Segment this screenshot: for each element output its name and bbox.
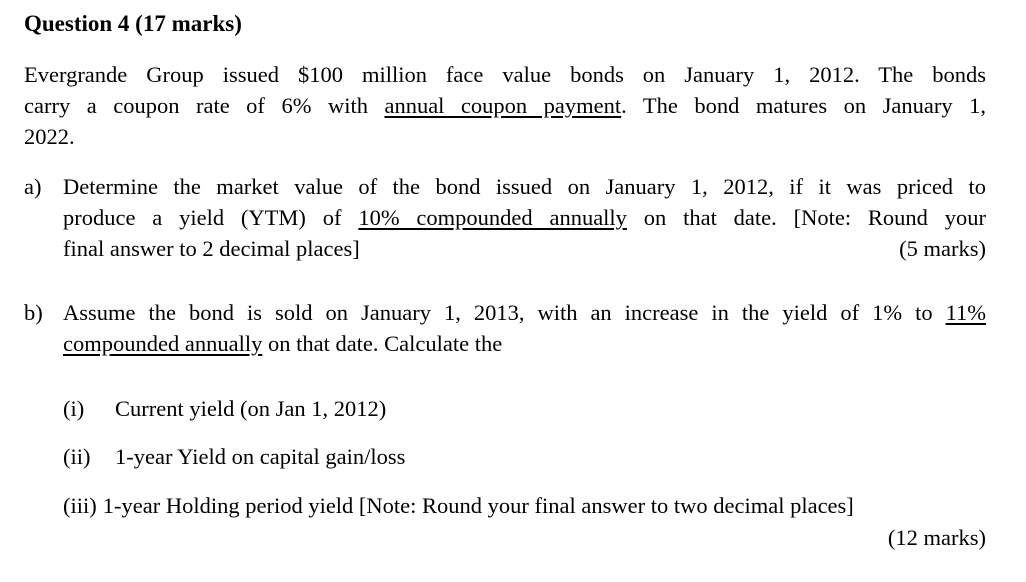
intro-line-3: 2022. — [24, 124, 75, 149]
subpart-number: (iii) — [63, 493, 97, 518]
part-b-text — [63, 297, 986, 359]
intro-line-2 — [24, 90, 986, 121]
subpart-i — [63, 393, 386, 424]
part-a-line-2-start: produce a yield (YTM) of — [63, 205, 359, 230]
intro-line-2-start: carry a coupon rate of 6% with — [24, 93, 385, 118]
part-b-line-1 — [63, 297, 986, 328]
subpart-ii — [63, 441, 405, 472]
intro-line-2-end: . The bond matures on January 1, — [621, 93, 986, 118]
part-a-line-1: Determine the market value of the bond issued on January 1, 2012, if it was priced to — [63, 174, 986, 199]
question-intro — [24, 59, 986, 152]
annual-coupon-payment-underlined: annual coupon payment — [384, 93, 622, 118]
subpart-text: 1-year Holding period yield [Note: Round your final answer to two decimal places] — [102, 493, 854, 518]
subpart-number: (ii) — [63, 444, 91, 469]
part-a-line-2 — [63, 202, 986, 233]
eleven-percent-underlined: 11% — [945, 300, 986, 325]
part-a-line-3: final answer to 2 decimal places] — [63, 236, 360, 261]
part-b-label: b) — [24, 300, 43, 325]
subpart-number: (i) — [63, 396, 85, 421]
compounded-annually-underlined: compounded annually — [63, 331, 263, 356]
part-b-line-2 — [63, 328, 986, 359]
subpart-text: 1-year Yield on capital gain/loss — [115, 444, 406, 469]
subpart-iii — [63, 490, 854, 521]
subpart-text: Current yield (on Jan 1, 2012) — [115, 396, 387, 421]
ytm-compounded-underlined: 10% compounded annually — [358, 205, 627, 230]
part-a-line-2-end: on that date. [Note: Round your — [626, 205, 986, 230]
intro-line-1: Evergrande Group issued $100 million face value bonds on January 1, 2012. The bonds — [24, 62, 986, 87]
part-b-line-1-start: Assume the bond is sold on January 1, 2013, with an increase in the yield of 1% to — [63, 300, 946, 325]
part-b-marks: (12 marks) — [887, 525, 986, 550]
part-a-marks: (5 marks) — [899, 236, 986, 261]
part-b-line-2-end: on that date. Calculate the — [262, 331, 503, 356]
part-a-text — [63, 171, 986, 264]
question-heading: Question 4 (17 marks) — [24, 11, 242, 36]
part-a-label: a) — [24, 174, 42, 199]
